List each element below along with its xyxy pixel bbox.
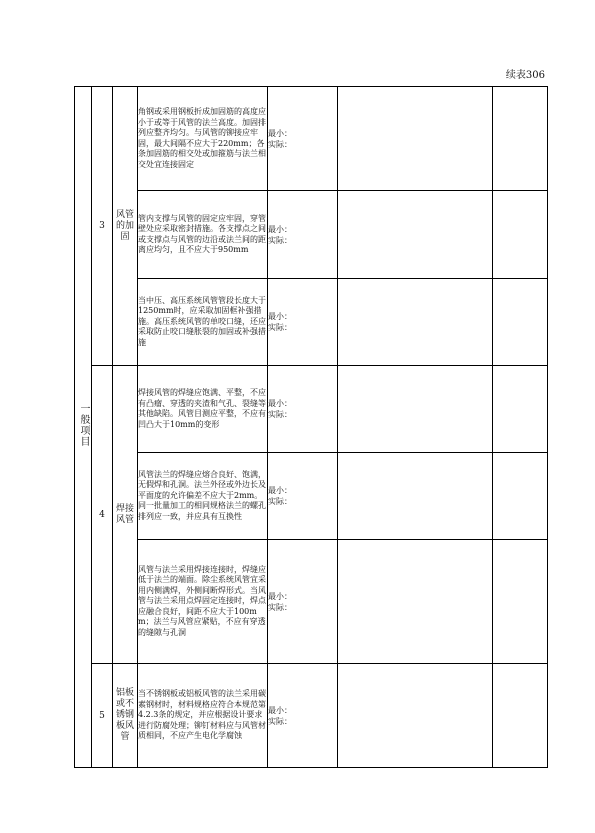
result-cell[interactable]: [338, 453, 493, 540]
requirement-text: 角钢或采用钢板折成加固筋的高度应小于或等于风管的法兰高度。加固排列应整齐均匀。与风管的铆接应牢固，最大间隔不应大于220mm；各条加固筋的相交处或加箍筋与法兰相交处宜连接固定: [138, 87, 268, 191]
measurement-cell: [268, 191, 338, 279]
measurement-cell: [268, 540, 338, 664]
requirement-text: 管内支撑与风管的固定应牢固，穿管壁处应采取密封措施。各支撑点之间或支撑点与风管的边沿或法兰间的距离应均匀，且不应大于950mm: [138, 191, 268, 279]
item-number: 4: [92, 366, 113, 664]
category-cell: [75, 87, 92, 768]
table-row: [75, 279, 548, 366]
item-number: 5: [92, 664, 113, 768]
item-name: 铝板或不锈钢板风管: [113, 664, 138, 768]
table-row: [75, 366, 548, 453]
actual-label: 实际：: [268, 410, 292, 419]
min-label: 最小：: [268, 224, 292, 234]
requirement-text: 焊接风管的焊缝应饱满、平整，不应有凸瘤、穿透的夹渣和气孔、裂缝等其他缺陷。风管目测应平整，不应有凹凸大于10mm的变形: [138, 366, 268, 453]
item-name: 风管的加固: [113, 87, 138, 366]
requirement-text: 风管与法兰采用焊接连接时，焊缝应低于法兰的端面。除尘系统风管宜采用内侧满焊，外侧间断焊形式。当风管与法兰采用点焊固定连接时，焊点应融合良好，间距不应大于100mm；法兰与风管应紧贴，不应有穿透的缝隙与孔洞: [138, 540, 268, 664]
item-number: 3: [92, 87, 113, 366]
remark-cell[interactable]: [493, 366, 548, 453]
measurement-cell: [268, 279, 338, 366]
table-row: [75, 191, 548, 279]
measurement-cell: [268, 453, 338, 540]
measurement-cell: [268, 664, 338, 768]
remark-cell[interactable]: [493, 453, 548, 540]
measurement-cell: [268, 87, 338, 191]
result-cell[interactable]: [338, 540, 493, 664]
requirement-text: 风管法兰的焊缝应熔合良好、饱满，无假焊和孔洞。法兰外径或外边长及平面度的允许偏差不应大于2mm。同一批量加工的相同规格法兰的螺孔排列应一致，并应具有互换性: [138, 453, 268, 540]
actual-label: 实际：: [268, 497, 292, 506]
result-cell[interactable]: [338, 279, 493, 366]
table-row: [75, 540, 548, 664]
actual-label: 实际：: [268, 235, 292, 245]
min-label: 最小：: [268, 705, 292, 715]
inspection-table: [74, 86, 548, 768]
actual-label: 实际：: [268, 139, 292, 149]
min-label: 最小：: [268, 486, 292, 495]
remark-cell[interactable]: [493, 279, 548, 366]
min-label: 最小：: [268, 591, 292, 601]
requirement-text: 当不锈钢板或铝板风管的法兰采用碳素钢材时，材料规格应符合本规范第4.2.3条的规定，并应根据设计要求进行防腐处理；铆钉材料应与风管材质相同，不应产生电化学腐蚀: [138, 664, 268, 768]
remark-cell[interactable]: [493, 664, 548, 768]
result-cell[interactable]: [338, 664, 493, 768]
requirement-text: 当中压、高压系统风管管段长度大于1250mm时，应采取加固框补强措施。高压系统风管的单咬口缝，还应采取防止咬口缝胀裂的加固或补强措施: [138, 279, 268, 366]
page-number-label: 续表306: [505, 70, 545, 81]
result-cell[interactable]: [338, 87, 493, 191]
min-label: 最小：: [268, 399, 292, 408]
table-row: [75, 453, 548, 540]
actual-label: 实际：: [268, 323, 292, 332]
result-cell[interactable]: [338, 191, 493, 279]
remark-cell[interactable]: [493, 87, 548, 191]
item-name: 焊接风管: [113, 366, 138, 664]
measurement-cell: [268, 366, 338, 453]
result-cell[interactable]: [338, 366, 493, 453]
actual-label: 实际：: [268, 602, 292, 612]
category-label: 一般项目: [78, 403, 89, 447]
actual-label: 实际：: [268, 716, 292, 726]
table-row: [75, 664, 548, 768]
min-label: 最小：: [268, 128, 292, 138]
min-label: 最小：: [268, 312, 292, 321]
remark-cell[interactable]: [493, 191, 548, 279]
table-row: [75, 87, 548, 191]
remark-cell[interactable]: [493, 540, 548, 664]
